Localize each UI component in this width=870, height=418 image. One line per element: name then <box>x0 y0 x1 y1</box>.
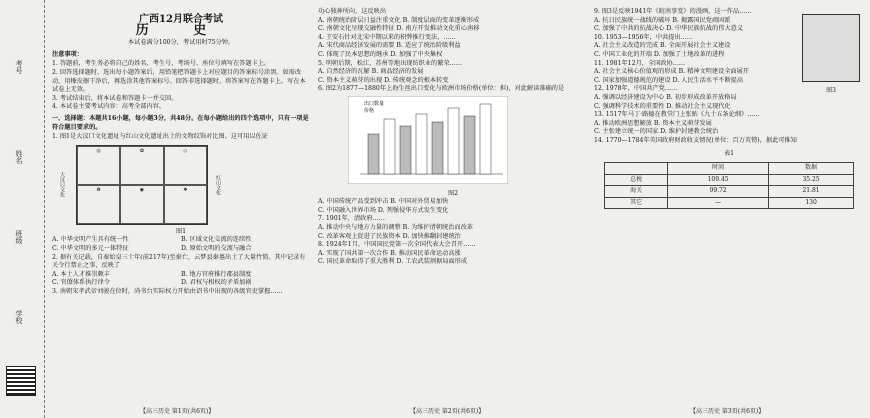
text-line: 11. 1981年12月，全国政协…… <box>594 59 686 67</box>
column-1 <box>52 8 310 296</box>
option-line[interactable]: C. 强调科学技术的重要性 D. 推动社会主义现代化 <box>594 102 731 110</box>
option-line[interactable]: A. 实现了国共第一次合作 B. 推动国民革命运动高涨 <box>318 249 461 257</box>
exam-title: 广西12月联合考试 <box>139 14 223 25</box>
bar <box>384 119 395 174</box>
option-line[interactable]: A. 中国传统产品受到冲击 B. 中国对外贸易加快 <box>318 198 449 206</box>
table-row: 时间 数据 <box>605 163 854 175</box>
column-2 <box>318 8 588 267</box>
option-line[interactable]: A. 社会主义核心价值观的形成 B. 精神文明建设全面展开 <box>594 68 749 76</box>
text-line: C. 资本主义萌芽的出现 D. 传统观念的根本转变 <box>318 76 449 84</box>
question-stem: 2. 据有关记载，自秦始皇三十年(前217年)至秦亡，云梦县秦墓出土了大量竹简。其中记录有关令行禁止之事，反映了 <box>52 253 306 270</box>
figure-1 <box>52 142 310 228</box>
subject-title: 历 史 <box>135 22 227 38</box>
options-row <box>52 236 310 245</box>
options-row <box>52 271 310 280</box>
text-line: C. 南朝文化呈现交融性特征 D. 南方开发推动文化重心南移 <box>318 25 480 33</box>
question-stem: 1. 图1是大汶口文化遗址与红山文化遗址出土的文物纹饰对比图。这可用以佐证 <box>52 133 268 141</box>
notice: 1. 答题前，考生务必将自己的姓名、考生号、考场号、座位号填写在答题卡上。 <box>52 60 271 68</box>
option-line[interactable]: C. 中国融入世界市场 D. 列强侵华方式发生变化 <box>318 206 449 214</box>
row-label: 红山文化 <box>215 174 221 195</box>
bar <box>464 116 475 174</box>
text-line: A. 自然经济的瓦解 B. 商品经济的发展 <box>318 68 424 76</box>
option-line[interactable]: A. 社会主义改造的完成 B. 全面开展社会主义建设 <box>594 42 731 50</box>
option[interactable]: D. 原始文明的交流与融合 <box>181 244 252 252</box>
option[interactable]: C. 中华文明的多元一体特征 <box>52 244 129 252</box>
row-label: 大汶口文化 <box>59 172 65 198</box>
option-line[interactable]: A. 推动欧洲思想解放 B. 资本主义萌芽发展 <box>594 119 712 127</box>
text-line: C. 体现了民本思想的继承 D. 加强了中央集权 <box>318 50 443 58</box>
bar <box>400 126 411 174</box>
binding-margin <box>0 0 45 418</box>
option-line[interactable]: C. 主张建立统一的国家 D. 维护封建教会统治 <box>594 128 719 136</box>
option-line[interactable]: C. 中国工业化的开端 D. 加强了土地改革的进程 <box>594 50 725 58</box>
options-row <box>52 279 310 288</box>
option-line[interactable]: C. 改革客观上促进了民族资本 D. 加快推翻封建统治 <box>318 232 461 240</box>
margin-label: 姓名 <box>15 150 23 164</box>
option[interactable]: B. 地方官府推行郡县制度 <box>181 270 252 278</box>
notice: 4. 本试卷主要考试内容：高考全部内容。 <box>52 103 166 111</box>
legend-label: 出口数量 <box>364 100 385 107</box>
figure-caption: 图3 <box>826 87 836 94</box>
margin-label: 考号 <box>15 60 23 74</box>
margin-label: 班级 <box>15 230 23 244</box>
text-line: 7. 1901年，清政府…… <box>318 215 385 223</box>
bar <box>432 122 443 174</box>
text-line: 13. 1517年马丁·路德在教堂门上张贴《九十五条论纲》…… <box>594 111 760 119</box>
chart-figure-2 <box>348 96 508 184</box>
option-line[interactable]: C. 加强了中共的抗战决心 D. 中华民族抗战的伟大意义 <box>594 25 744 33</box>
bar <box>368 134 379 174</box>
text-line: A. 宋代商品经济发展的需要 B. 适应了统治阶级利益 <box>318 42 461 50</box>
notice: 2. 回答选择题时，选出每小题答案后，用铅笔把答题卡上对应题目的答案标号涂黑。如需改动，用橡皮擦干净后，再选涂其他答案标号。回答非选择题时，将答案写在答题卡上。写在本试卷上无效。 <box>52 68 306 94</box>
figure-caption: 图1 <box>175 227 187 235</box>
text-line: 功心独神所向，这反映出 <box>318 8 387 15</box>
table-1 <box>604 162 854 209</box>
page-footer: 【高三历史 第3页(共6页)】 <box>690 408 765 415</box>
option-line[interactable]: C. 国家加强道德规范的建设 D. 人民生活水平不断提高 <box>594 76 744 84</box>
text-line: 6. 图2为1877—1880年上海生丝出口变化与欧洲市场价格(单位：担)，对此解读准确的是 <box>318 85 565 93</box>
text-line: 9. 图3是反映1941年《皖南事变》的漫画，这一作品…… <box>594 8 752 15</box>
table-caption: 表1 <box>723 149 735 157</box>
option[interactable]: C. 官僚体系执行律令 <box>52 279 110 287</box>
option[interactable]: D. 君权与相权的矛盾加剧 <box>181 279 252 287</box>
legend-label: 价格 <box>364 107 375 114</box>
table-row: 总税 109.45 35.25 <box>605 174 854 186</box>
option-line[interactable]: A. 推动中央与地方力量的调整 B. 为维护清朝统治而改革 <box>318 223 473 231</box>
text-line: 8. 1924年1月，中国国民党第一次全国代表大会召开…… <box>318 241 476 249</box>
margin-label: 学校 <box>15 310 23 324</box>
option-line[interactable]: C. 国民革命取得了重大胜利 D. 工农武装割据局面形成 <box>318 258 468 266</box>
section-heading: 一、选择题：本题共16小题，每小题3分，共48分。在每小题给出的四个选项中，只有一项是符合题目要求的。 <box>52 114 309 131</box>
question-stem: 3. 南朝宋孝武帝刘骏在位时，尚书台实际权力开始由诏书中出现的各级官吏掌握…… <box>52 287 283 295</box>
text-line: 12. 1978年，中国共产党…… <box>594 85 678 93</box>
notice: 3. 考试结束后，将本试卷和答题卡一并交回。 <box>52 94 178 102</box>
intro: 本试卷满分100分，考试用时75分钟。 <box>127 39 235 47</box>
figure-caption: 图2 <box>447 189 459 197</box>
options-row <box>52 245 310 254</box>
text-line: 5. 明朝后期，松江、苏州等地出现纺织业的繁荣…… <box>318 59 462 67</box>
table-row: 海关 99.72 21.81 <box>605 186 854 198</box>
cartoon-image <box>802 14 860 94</box>
option[interactable]: B. 区域文化交流的连续性 <box>181 236 252 244</box>
text-line: 14. 1770—1784年英国政府财政收支情况(单位：百万英镑)，据此可推知 <box>594 136 797 144</box>
bar <box>480 104 491 174</box>
page-footer: 【高三历史 第2页(共6页)】 <box>410 408 485 415</box>
text-line: 10. 1953—1956年，中共提出…… <box>594 33 693 41</box>
pattern-grid: ◎ ✿ ◇ ☸ ◉ ❖ <box>76 145 208 225</box>
option-line[interactable]: A. 强调以经济建设为中心 B. 初步形成改革开放格局 <box>594 93 737 101</box>
bar <box>448 108 459 174</box>
option[interactable]: A. 中华文明产生具有统一性 <box>52 236 129 244</box>
table-row: 其它 — 130 <box>605 197 854 209</box>
text-line: 4. 王安石针对北宋中期以来的积弊推行变法，…… <box>318 33 456 41</box>
notice-head: 注意事项： <box>52 50 83 58</box>
text-line: A. 南朝统治阶层日益注重文化 B. 制度层面的变革逐渐形成 <box>318 16 480 24</box>
option[interactable]: A. 本土人才推崇颇丰 <box>52 270 110 278</box>
option-line[interactable]: A. 抗日民族统一战线的破坏 B. 揭露国民党顽固派 <box>594 16 731 24</box>
page-footer: 【高三历史 第1页(共6页)】 <box>140 408 215 415</box>
bar <box>416 114 427 174</box>
qr-code-icon <box>6 366 36 396</box>
